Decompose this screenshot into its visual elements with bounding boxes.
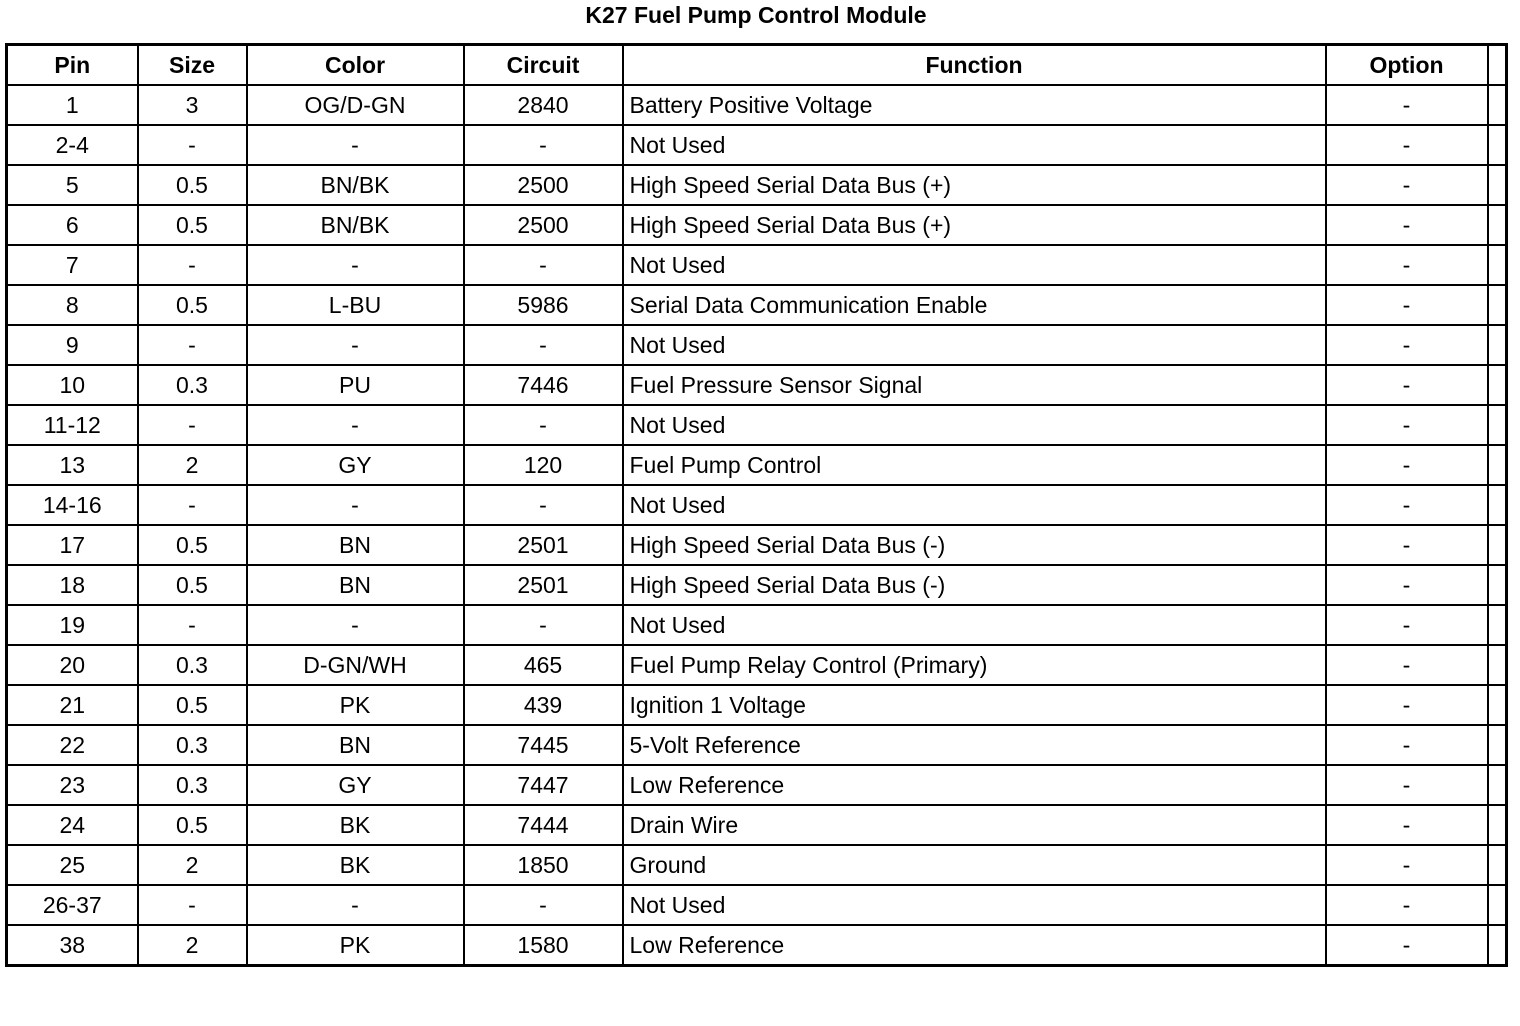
cell-pin: 6 xyxy=(7,205,138,245)
cell-circuit: 465 xyxy=(464,645,623,685)
cell-circuit: 2500 xyxy=(464,165,623,205)
cell-color: OG/D-GN xyxy=(247,85,464,125)
cell-function: Low Reference xyxy=(623,765,1326,805)
cell-size: 0.3 xyxy=(138,725,247,765)
cell-pin: 18 xyxy=(7,565,138,605)
cell-spacer xyxy=(1488,485,1507,525)
cell-function: Fuel Pump Relay Control (Primary) xyxy=(623,645,1326,685)
table-row xyxy=(7,765,1507,805)
cell-color: L-BU xyxy=(247,285,464,325)
cell-spacer xyxy=(1488,205,1507,245)
cell-color: BN/BK xyxy=(247,205,464,245)
cell-spacer xyxy=(1488,525,1507,565)
cell-option: - xyxy=(1326,685,1488,725)
header-size: Size xyxy=(138,45,247,86)
cell-circuit: - xyxy=(464,245,623,285)
cell-option: - xyxy=(1326,405,1488,445)
cell-function: Not Used xyxy=(623,485,1326,525)
cell-color: PK xyxy=(247,685,464,725)
cell-function: Ground xyxy=(623,845,1326,885)
table-row xyxy=(7,885,1507,925)
cell-function: Serial Data Communication Enable xyxy=(623,285,1326,325)
cell-function: Fuel Pressure Sensor Signal xyxy=(623,365,1326,405)
table-row xyxy=(7,445,1507,485)
cell-circuit: 2500 xyxy=(464,205,623,245)
pin-table-container xyxy=(5,43,1508,967)
cell-circuit: 1580 xyxy=(464,925,623,966)
cell-function: Low Reference xyxy=(623,925,1326,966)
cell-function: Drain Wire xyxy=(623,805,1326,845)
cell-size: 2 xyxy=(138,445,247,485)
cell-pin: 2-4 xyxy=(7,125,138,165)
cell-function: Not Used xyxy=(623,885,1326,925)
header-spacer xyxy=(1488,45,1507,86)
cell-option: - xyxy=(1326,845,1488,885)
cell-function: Not Used xyxy=(623,605,1326,645)
table-row xyxy=(7,285,1507,325)
cell-pin: 5 xyxy=(7,165,138,205)
header-option: Option xyxy=(1326,45,1488,86)
table-row xyxy=(7,245,1507,285)
table-row xyxy=(7,485,1507,525)
cell-option: - xyxy=(1326,525,1488,565)
table-row xyxy=(7,165,1507,205)
cell-option: - xyxy=(1326,885,1488,925)
cell-function: Not Used xyxy=(623,405,1326,445)
cell-color: BN/BK xyxy=(247,165,464,205)
cell-circuit: 2501 xyxy=(464,565,623,605)
cell-circuit: 7445 xyxy=(464,725,623,765)
cell-function: Not Used xyxy=(623,125,1326,165)
cell-size: 0.5 xyxy=(138,165,247,205)
cell-size: - xyxy=(138,125,247,165)
cell-pin: 20 xyxy=(7,645,138,685)
cell-spacer xyxy=(1488,285,1507,325)
cell-function: Not Used xyxy=(623,325,1326,365)
pin-table xyxy=(5,43,1508,967)
cell-color: GY xyxy=(247,445,464,485)
cell-pin: 8 xyxy=(7,285,138,325)
table-body xyxy=(7,85,1507,966)
cell-pin: 7 xyxy=(7,245,138,285)
cell-spacer xyxy=(1488,565,1507,605)
page-title: K27 Fuel Pump Control Module xyxy=(585,2,927,28)
cell-color: BK xyxy=(247,805,464,845)
table-row xyxy=(7,805,1507,845)
table-row xyxy=(7,645,1507,685)
cell-circuit: 7447 xyxy=(464,765,623,805)
cell-color: - xyxy=(247,245,464,285)
cell-spacer xyxy=(1488,445,1507,485)
cell-color: BN xyxy=(247,725,464,765)
cell-pin: 14-16 xyxy=(7,485,138,525)
cell-option: - xyxy=(1326,645,1488,685)
cell-function: Not Used xyxy=(623,245,1326,285)
cell-size: 2 xyxy=(138,925,247,966)
cell-pin: 9 xyxy=(7,325,138,365)
cell-size: 3 xyxy=(138,85,247,125)
cell-color: D-GN/WH xyxy=(247,645,464,685)
cell-size: 0.5 xyxy=(138,525,247,565)
cell-spacer xyxy=(1488,685,1507,725)
cell-circuit: 2501 xyxy=(464,525,623,565)
cell-function: High Speed Serial Data Bus (-) xyxy=(623,565,1326,605)
cell-color: BK xyxy=(247,845,464,885)
cell-size: 2 xyxy=(138,845,247,885)
table-row xyxy=(7,925,1507,966)
table-row xyxy=(7,365,1507,405)
header-color: Color xyxy=(247,45,464,86)
cell-option: - xyxy=(1326,125,1488,165)
cell-pin: 11-12 xyxy=(7,405,138,445)
cell-size: - xyxy=(138,325,247,365)
cell-pin: 21 xyxy=(7,685,138,725)
cell-function: Fuel Pump Control xyxy=(623,445,1326,485)
cell-spacer xyxy=(1488,925,1507,966)
header-function: Function xyxy=(623,45,1326,86)
cell-pin: 23 xyxy=(7,765,138,805)
cell-option: - xyxy=(1326,205,1488,245)
cell-color: - xyxy=(247,885,464,925)
header-circuit: Circuit xyxy=(464,45,623,86)
table-row xyxy=(7,845,1507,885)
cell-spacer xyxy=(1488,165,1507,205)
cell-size: - xyxy=(138,605,247,645)
cell-circuit: - xyxy=(464,885,623,925)
cell-size: - xyxy=(138,885,247,925)
cell-option: - xyxy=(1326,325,1488,365)
cell-circuit: 2840 xyxy=(464,85,623,125)
cell-color: - xyxy=(247,485,464,525)
cell-circuit: 1850 xyxy=(464,845,623,885)
cell-pin: 38 xyxy=(7,925,138,966)
cell-spacer xyxy=(1488,125,1507,165)
cell-circuit: - xyxy=(464,325,623,365)
table-row xyxy=(7,405,1507,445)
cell-color: BN xyxy=(247,565,464,605)
cell-option: - xyxy=(1326,925,1488,966)
cell-color: GY xyxy=(247,765,464,805)
cell-spacer xyxy=(1488,725,1507,765)
cell-spacer xyxy=(1488,885,1507,925)
cell-option: - xyxy=(1326,445,1488,485)
table-row xyxy=(7,725,1507,765)
cell-circuit: 439 xyxy=(464,685,623,725)
cell-option: - xyxy=(1326,165,1488,205)
cell-size: 0.5 xyxy=(138,805,247,845)
cell-spacer xyxy=(1488,605,1507,645)
table-row xyxy=(7,85,1507,125)
cell-size: 0.5 xyxy=(138,685,247,725)
cell-option: - xyxy=(1326,765,1488,805)
cell-spacer xyxy=(1488,845,1507,885)
cell-function: High Speed Serial Data Bus (-) xyxy=(623,525,1326,565)
cell-pin: 24 xyxy=(7,805,138,845)
cell-pin: 13 xyxy=(7,445,138,485)
table-row xyxy=(7,685,1507,725)
cell-circuit: - xyxy=(464,605,623,645)
table-row xyxy=(7,525,1507,565)
cell-spacer xyxy=(1488,645,1507,685)
table-row xyxy=(7,325,1507,365)
cell-spacer xyxy=(1488,405,1507,445)
cell-pin: 25 xyxy=(7,845,138,885)
cell-function: High Speed Serial Data Bus (+) xyxy=(623,205,1326,245)
cell-color: - xyxy=(247,125,464,165)
cell-function: 5-Volt Reference xyxy=(623,725,1326,765)
cell-spacer xyxy=(1488,805,1507,845)
cell-spacer xyxy=(1488,365,1507,405)
cell-spacer xyxy=(1488,765,1507,805)
cell-option: - xyxy=(1326,565,1488,605)
cell-size: 0.3 xyxy=(138,645,247,685)
header-pin: Pin xyxy=(7,45,138,86)
cell-pin: 1 xyxy=(7,85,138,125)
table-row xyxy=(7,125,1507,165)
cell-function: Ignition 1 Voltage xyxy=(623,685,1326,725)
table-row xyxy=(7,565,1507,605)
cell-spacer xyxy=(1488,85,1507,125)
cell-option: - xyxy=(1326,605,1488,645)
cell-option: - xyxy=(1326,245,1488,285)
cell-option: - xyxy=(1326,365,1488,405)
cell-pin: 19 xyxy=(7,605,138,645)
cell-pin: 22 xyxy=(7,725,138,765)
cell-circuit: - xyxy=(464,125,623,165)
cell-size: - xyxy=(138,245,247,285)
cell-circuit: 5986 xyxy=(464,285,623,325)
cell-option: - xyxy=(1326,485,1488,525)
table-row xyxy=(7,605,1507,645)
cell-circuit: 7446 xyxy=(464,365,623,405)
cell-option: - xyxy=(1326,725,1488,765)
cell-size: 0.5 xyxy=(138,205,247,245)
cell-color: PK xyxy=(247,925,464,966)
table-header-row xyxy=(7,45,1507,86)
cell-size: - xyxy=(138,485,247,525)
table-row xyxy=(7,205,1507,245)
cell-spacer xyxy=(1488,325,1507,365)
cell-circuit: 7444 xyxy=(464,805,623,845)
cell-size: 0.5 xyxy=(138,285,247,325)
cell-circuit: - xyxy=(464,405,623,445)
cell-pin: 17 xyxy=(7,525,138,565)
cell-spacer xyxy=(1488,245,1507,285)
cell-size: - xyxy=(138,405,247,445)
cell-pin: 26-37 xyxy=(7,885,138,925)
cell-color: - xyxy=(247,405,464,445)
cell-color: - xyxy=(247,605,464,645)
cell-color: BN xyxy=(247,525,464,565)
cell-circuit: 120 xyxy=(464,445,623,485)
cell-option: - xyxy=(1326,285,1488,325)
cell-color: PU xyxy=(247,365,464,405)
cell-size: 0.3 xyxy=(138,365,247,405)
cell-size: 0.5 xyxy=(138,565,247,605)
cell-circuit: - xyxy=(464,485,623,525)
cell-color: - xyxy=(247,325,464,365)
cell-function: Battery Positive Voltage xyxy=(623,85,1326,125)
cell-size: 0.3 xyxy=(138,765,247,805)
cell-function: High Speed Serial Data Bus (+) xyxy=(623,165,1326,205)
cell-option: - xyxy=(1326,85,1488,125)
cell-option: - xyxy=(1326,805,1488,845)
cell-pin: 10 xyxy=(7,365,138,405)
